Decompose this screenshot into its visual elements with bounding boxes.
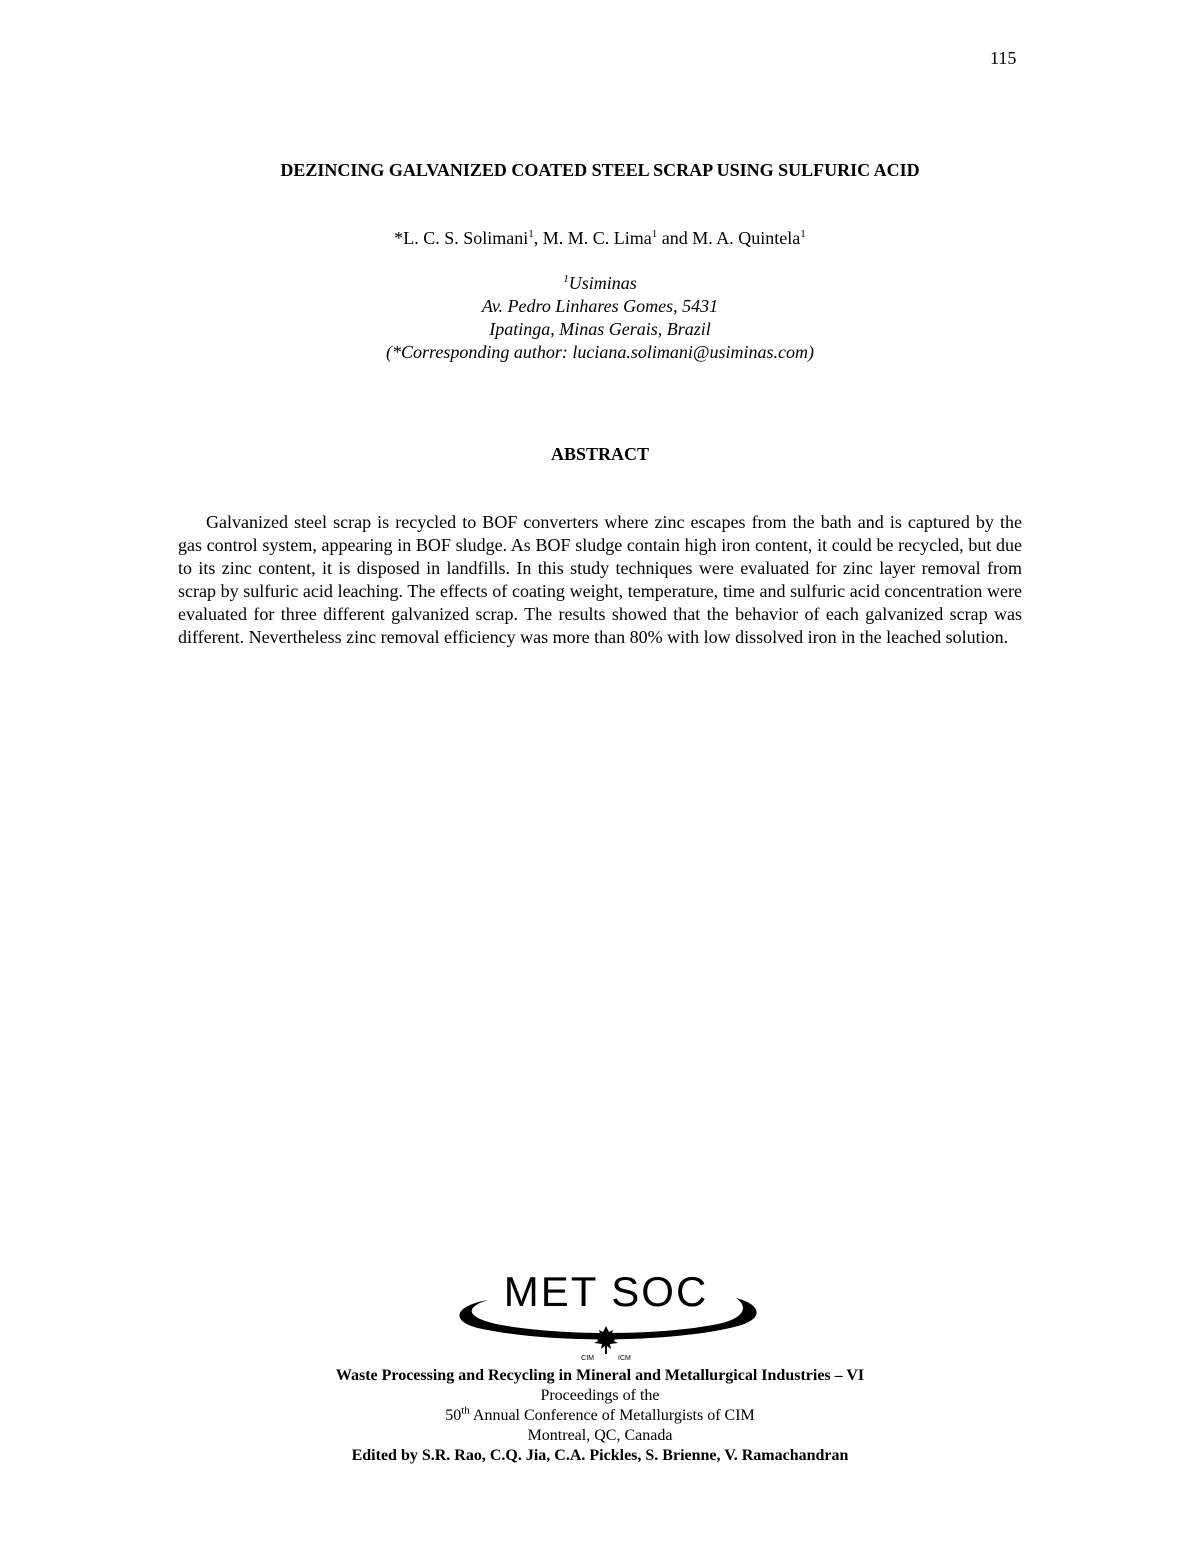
abstract-heading: ABSTRACT <box>550 444 650 464</box>
metsoc-logo <box>448 1262 764 1362</box>
author-1: *L. C. S. Solimani <box>394 228 529 248</box>
author-1-affil-mark: 1 <box>528 228 534 240</box>
affiliation-street: Av. Pedro Linhares Gomes, 5431 <box>481 296 719 316</box>
location-line: Montreal, QC, Canada <box>527 1427 673 1444</box>
author-line <box>0 228 1200 249</box>
page-number: 115 <box>990 48 1017 68</box>
conference-line: 50th Annual Conference of Metallurgists of CIM <box>445 1404 755 1424</box>
logo-text: MET SOC <box>503 1268 709 1315</box>
affiliation-city: Ipatinga, Minas Gerais, Brazil <box>489 319 711 339</box>
proceedings-line: Proceedings of the <box>540 1387 660 1404</box>
author-3: and M. A. Quintela <box>657 228 801 248</box>
proceedings-footer <box>0 1366 1200 1466</box>
logo-sub-right: ICM <box>618 1355 631 1362</box>
author-2: , M. M. C. Lima <box>533 228 652 248</box>
author-2-affil-mark: 1 <box>651 228 658 240</box>
affiliation-org: $^1$Usiminas <box>563 273 637 293</box>
paper-title: DEZINCING GALVANIZED COATED STEEL SCRAP USING SULFURIC ACID <box>280 160 920 180</box>
abstract-body: Galvanized steel scrap is recycled to BOF converters where zinc escapes from the bath and is captured by the gas control system, appearing in BOF sludge. As BOF sludge contain high iron content, it could be recycled, but due to its zinc content, it is disposed in landfills. In this study techniques were evaluated for zinc layer removal from scrap by sulfuric acid leaching. The effects of coating weight, temperature, time and sulfuric acid concentration were evaluated for three different galvanized scrap. The results showed that the behavior of each galvanized scrap was different. Nevertheless zinc removal efficiency was more than 80% with low dissolved iron in the leached solution. <box>178 512 1022 647</box>
maple-leaf-icon <box>594 1326 618 1354</box>
corresponding-author: (*Corresponding author: luciana.solimani@usiminas.com) <box>386 342 814 362</box>
editors-line: Edited by S.R. Rao, C.Q. Jia, C.A. Pickles, S. Brienne, V. Ramachandran <box>351 1447 849 1464</box>
book-title: Waste Processing and Recycling in Mineral and Metallurgical Industries – VI <box>335 1367 865 1384</box>
author-3-affil-mark: 1 <box>800 228 806 240</box>
logo-sub-left: CIM <box>581 1355 594 1362</box>
affiliation-mark: 1 <box>563 273 569 285</box>
affiliation-block <box>0 272 1200 364</box>
